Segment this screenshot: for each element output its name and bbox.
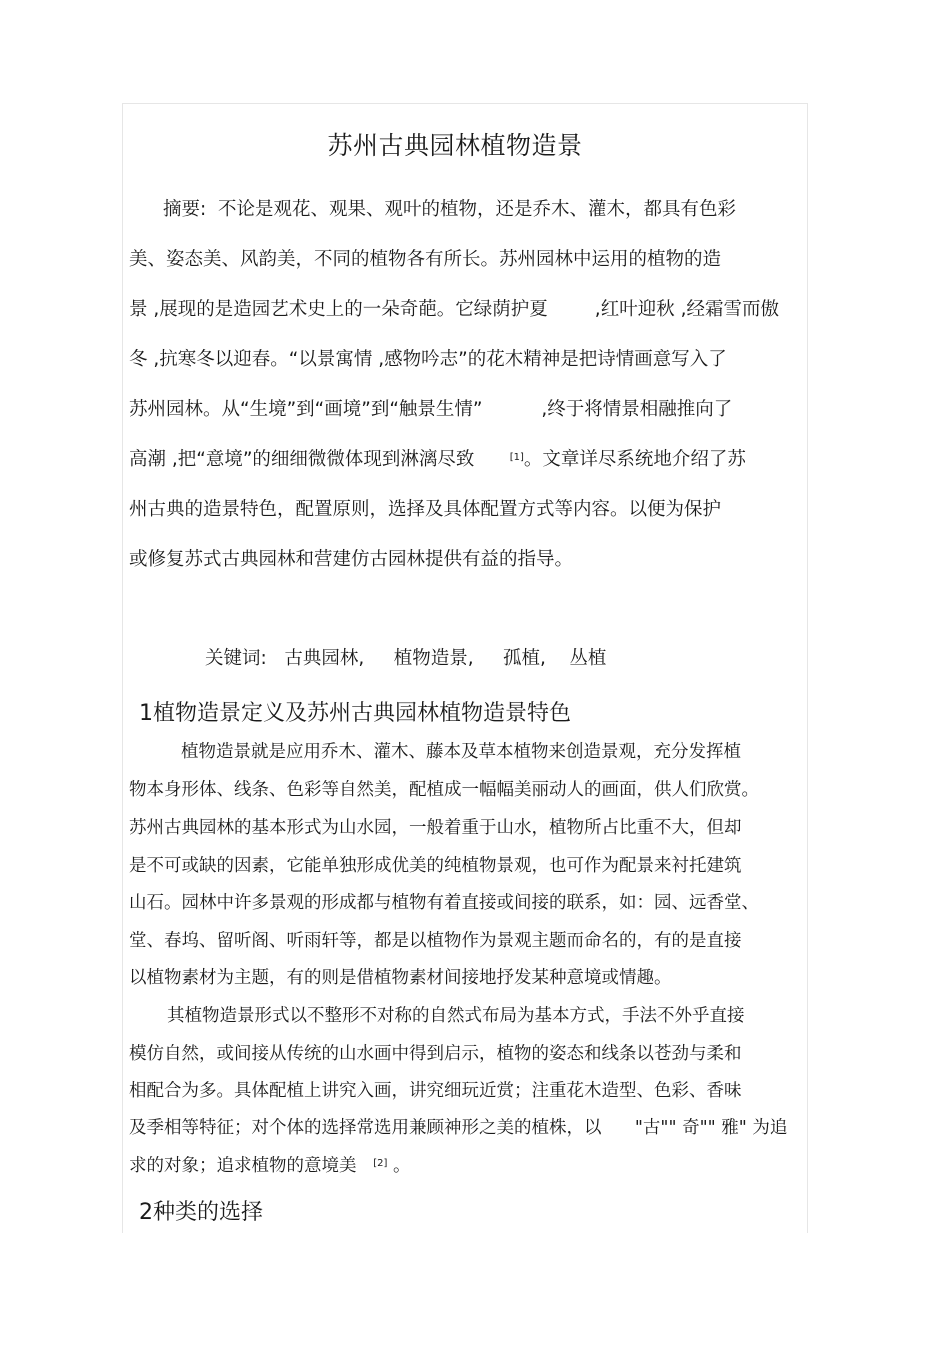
section-1-p2-line-4: 及季相等特征；对个体的选择常选用兼顾神形之美的植株，以 "古"" 奇"" 雅" 为追 <box>129 1118 788 1138</box>
body-text: 求的对象；追求植物的意境美 <box>129 1156 357 1176</box>
section-1-p2-line-1: 其植物造景形式以不整形不对称的自然式布局为基本方式，手法不外乎直接 <box>167 1006 745 1026</box>
abstract-line-6 <box>129 449 746 471</box>
keywords-label: 关键词: <box>205 648 267 669</box>
section-1-p1-line-7: 以植物素材为主题，有的则是借植物素材间接地抒发某种意境或情趣。 <box>129 968 672 988</box>
section-1-p1-line-5: 山石。园林中许多景观的形成都与植物有着直接或间接的联系，如：园、远香堂、 <box>129 893 759 913</box>
abstract-text: 。文章详尽系统地介绍了苏 <box>523 449 746 470</box>
abstract-line-5: 苏州园林。从“生境”到“画境”到“触景生情” ,终于将情景相融推向了 <box>129 399 733 420</box>
keyword: 丛植 <box>569 648 607 669</box>
abstract-line-3: 景 ,展现的是造园艺术史上的一朵奇葩。它绿荫护夏 ,红叶迎秋 ,经霜雪而傲 <box>129 299 779 320</box>
section-1-p1-line-2: 物本身形体、线条、色彩等自然美，配植成一幅幅美丽动人的画面，供人们欣赏。 <box>129 780 759 800</box>
citation-ref[interactable]: [1] <box>509 452 524 463</box>
keyword: 孤植, <box>502 648 546 669</box>
abstract-text: 不论是观花、观果、观叶的植物，还是乔木、灌木，都具有色彩 <box>218 199 737 220</box>
keyword: 植物造景, <box>393 648 474 669</box>
abstract-line-7: 州古典的造景特色，配置原则，选择及具体配置方式等内容。以便为保护 <box>129 499 722 520</box>
keyword: 古典园林, <box>284 648 365 669</box>
section-1-p1-line-1: 植物造景就是应用乔木、灌木、藤本及草本植物来创造景观，充分发挥植 <box>181 742 741 762</box>
abstract-text: 高潮 ,把“意境”的细细微微体现到淋漓尽致 <box>129 449 475 470</box>
abstract-line-8: 或修复苏式古典园林和营建仿古园林提供有益的指导。 <box>129 549 574 570</box>
section-1-p2-line-5 <box>129 1155 410 1177</box>
section-1-p2-line-2: 模仿自然，或间接从传统的山水画中得到启示，植物的姿态和线条以苍劲与柔和 <box>129 1044 742 1064</box>
citation-ref[interactable]: [2] <box>373 1158 388 1169</box>
abstract-line-1 <box>163 199 736 221</box>
body-text: 。 <box>392 1156 411 1176</box>
section-1-p1-line-6: 堂、春坞、留听阁、听雨轩等，都是以植物作为景观主题而命名的，有的是直接 <box>129 931 742 951</box>
section-1-p2-line-3: 相配合为多。具体配植上讲究入画，讲究细玩近赏；注重花木造型、色彩、香味 <box>129 1081 742 1101</box>
section-2-heading: 2种类的选择 <box>139 1200 263 1225</box>
abstract-label: 摘要: <box>163 199 207 220</box>
section-1-p1-line-4: 是不可或缺的因素，它能单独形成优美的纯植物景观，也可作为配景来衬托建筑 <box>129 856 742 876</box>
document-title: 苏州古典园林植物造景 <box>327 131 583 160</box>
section-1-p1-line-3: 苏州古典园林的基本形式为山水园，一般着重于山水，植物所占比重不大，但却 <box>129 818 742 838</box>
abstract-line-2: 美、姿态美、风韵美，不同的植物各有所长。苏州园林中运用的植物的造 <box>129 249 722 270</box>
section-1-heading: 1植物造景定义及苏州古典园林植物造景特色 <box>139 701 571 726</box>
keywords-line <box>205 648 606 670</box>
abstract-line-4: 冬 ,抗寒冬以迎春。“以景寓情 ,感物吟志”的花木精神是把诗情画意写入了 <box>129 349 727 370</box>
